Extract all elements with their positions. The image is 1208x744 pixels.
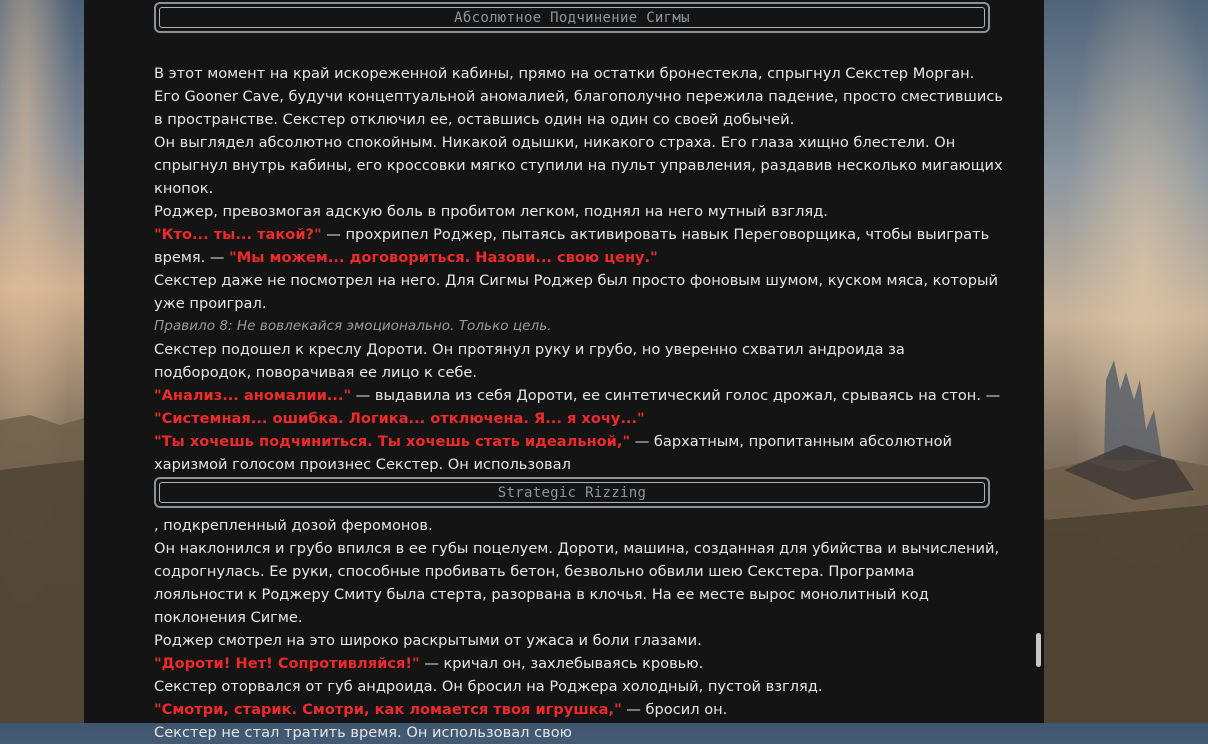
quote-roger-3: "Дороти! Нет! Сопротивляйся!": [154, 655, 420, 672]
story-paragraph: Секстер не стал тратить время. Он использовал свою: [154, 724, 572, 741]
story-paragraph: Секстер даже не посмотрел на него. Для Сигмы Роджер был просто фоновым шумом, куском мяса, который уже проиграл.: [154, 272, 999, 312]
story-paragraph: Он наклонился и грубо впился в ее губы поцелуем. Дороти, машина, созданная для убийства и вычислений, содрогнулась. Ее руки, способные пробивать бетон, безвольно обвили шею Секстера. Программа лояльности к Роджеру Смиту была стерта, разорвана в клочья. На ее месте вырос монолитный код поклонения Сигме.: [154, 540, 1000, 626]
story-text-bottom: [154, 514, 1004, 744]
narration: — прохрипел Роджер, пытаясь активировать навык Переговорщика, чтобы выиграть время. —: [154, 226, 990, 266]
story-paragraph: Он выглядел абсолютно спокойным. Никакой одышки, никакого страха. Его глаза хищно блестели. Он спрыгнул внутрь кабины, его кроссовки мягко ступили на пульт управления, раздавив несколько мигающих кнопок.: [154, 134, 1003, 197]
landscape-art-left: [0, 0, 84, 723]
story-panel: [84, 0, 1044, 741]
narration: — выдавила из себя Дороти, ее синтетический голос дрожал, срываясь на стон. —: [351, 387, 1001, 404]
scrollbar-track[interactable]: [1034, 0, 1044, 723]
story-paragraph: , подкрепленный дозой феромонов.: [154, 517, 433, 534]
narration: — кричал он, захлебываясь кровью.: [419, 655, 704, 672]
story-paragraph: Секстер оторвался от губ андроида. Он бросил на Роджера холодный, пустой взгляд.: [154, 678, 823, 695]
narration: — бархатным, пропитанным абсолютной харизмой голосом произнес Секстер. Он использовал: [154, 433, 952, 473]
background-left-landscape: [0, 0, 84, 723]
quote-roger-2: "Мы можем... договориться. Назови... свою цену.": [229, 249, 658, 266]
skill-banner-text: Strategic Rizzing: [497, 485, 647, 501]
title-banner: [154, 2, 990, 33]
narration: — бросил он.: [621, 701, 728, 718]
dialog-roger-scream: [154, 652, 1004, 675]
quote-dorothy-2: "Системная... ошибка. Логика... отключена. Я... я хочу...": [154, 410, 645, 427]
landscape-art-right: [1044, 0, 1208, 723]
rule-text: Правило 8: Не вовлекайся эмоционально. Только цель.: [154, 318, 552, 334]
story-paragraph: В этот момент на край искореженной кабины, прямо на остатки бронестекла, спрыгнул Секстер Морган.: [154, 65, 975, 82]
story-paragraph: Его Gooner Cave, будучи концептуальной аномалией, благополучно пережила падение, просто сместившись в пространстве. Секстер отключил ее, оставшись один на один со своей добычей.: [154, 88, 1003, 128]
dialog-roger: [154, 223, 1004, 269]
dialog-dorothy: [154, 384, 1004, 430]
story-paragraph: Роджер смотрел на это широко раскрытыми от ужаса и боли глазами.: [154, 632, 702, 649]
story-paragraph: Секстер подошел к креслу Дороти. Он протянул руку и грубо, но уверенно схватил андроида за подбородок, поворачивая ее лицо к себе.: [154, 341, 905, 381]
skill-banner: [154, 477, 990, 508]
dialog-sexter-taunt: [154, 698, 1004, 721]
quote-sexter-2: "Смотри, старик. Смотри, как ломается твоя игрушка,": [154, 701, 622, 718]
quote-sexter-1: "Ты хочешь подчиниться. Ты хочешь стать идеальной,": [154, 433, 631, 450]
quote-dorothy-1: "Анализ... аномалии...": [154, 387, 352, 404]
story-text-top: [154, 62, 1004, 476]
background-right-landscape: [1044, 0, 1208, 723]
scrollbar-thumb[interactable]: [1036, 633, 1041, 667]
quote-roger-1: "Кто... ты... такой?": [154, 226, 322, 243]
dialog-sexter: [154, 430, 1004, 476]
story-paragraph: Роджер, превозмогая адскую боль в пробитом легком, поднял на него мутный взгляд.: [154, 203, 828, 220]
title-banner-text: Абсолютное Подчинение Сигмы: [454, 10, 690, 26]
